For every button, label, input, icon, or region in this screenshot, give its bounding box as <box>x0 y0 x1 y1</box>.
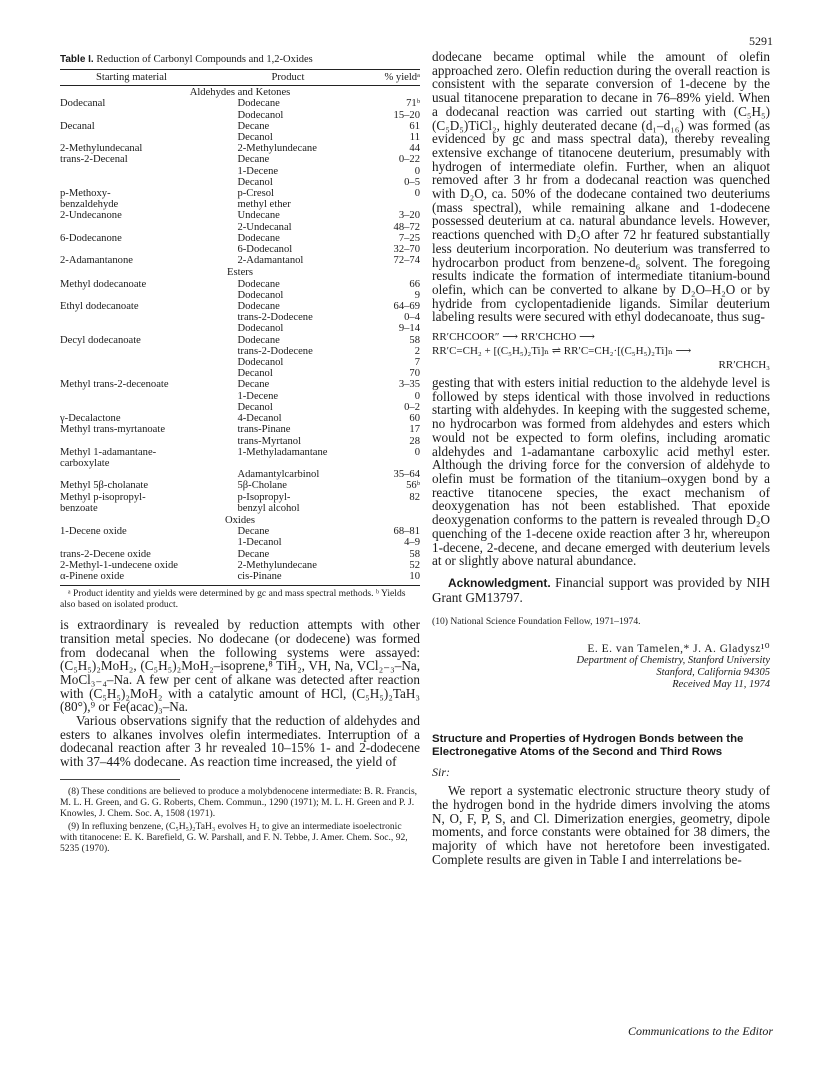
starting-material-cell: Ethyl dodecanoate <box>60 301 139 313</box>
starting-material-cell: trans-2-Decene oxide <box>60 548 151 560</box>
right-column <box>432 50 770 867</box>
starting-material-cell: γ-Decalactone <box>60 413 121 425</box>
product-cell: 6-Dodecanol <box>237 244 293 256</box>
product-cell: trans-2-Dodecene <box>237 312 313 324</box>
starting-material-cell <box>60 469 227 480</box>
starting-material-cell <box>60 323 227 334</box>
table-row <box>60 469 420 480</box>
table-row <box>60 503 420 514</box>
yield-cell: 35–64 <box>393 469 420 481</box>
starting-material-cell <box>60 222 227 233</box>
left-paragraph-2: Various observations signify that the reduction of aldehydes and esters to alkanes involves olefin intermediates. Interruption of a dodecanal reaction after 3 hr revealed 10–15% 1- and 2-dodecene with 37–44% dodecane. As reaction time increased, the yield of <box>60 713 420 770</box>
product-cell: Decane <box>237 526 270 538</box>
product-cell: 4-Decanol <box>237 413 282 425</box>
yield-cell: 0 <box>414 165 420 177</box>
product-cell: Decane <box>237 120 270 132</box>
yield-cell: 0 <box>414 390 420 402</box>
table-row <box>60 98 420 109</box>
starting-material-cell: Decanal <box>60 120 95 132</box>
yield-cell: 44 <box>409 143 420 155</box>
yield-cell: 15–20 <box>393 109 420 121</box>
yield-cell <box>369 503 420 514</box>
starting-material-cell: Methyl trans-myrtanoate <box>60 424 166 436</box>
starting-material-cell: 6-Dodecanone <box>60 232 122 244</box>
yield-cell: 58 <box>409 548 420 560</box>
starting-material-cell: Methyl 5β-cholanate <box>60 480 149 492</box>
table-row <box>60 379 420 390</box>
product-cell: 2-Adamantanol <box>237 255 304 267</box>
product-cell: 2-Undecanal <box>237 221 292 233</box>
ack-text: Financial support was provided by NIH Grant GM13797. <box>432 574 770 605</box>
product-cell: Adamantylcarbinol <box>237 469 320 481</box>
starting-material-cell: 1-Decene oxide <box>60 526 127 538</box>
table-row <box>60 413 420 424</box>
product-cell: Dodecane <box>237 334 280 346</box>
yield-cell: 56ᵇ <box>406 480 420 492</box>
reduction-table <box>60 69 420 586</box>
product-cell: 1-Decanol <box>237 537 282 549</box>
starting-material-cell <box>60 368 227 379</box>
affiliation-2: Stanford, California 94305 <box>656 667 770 679</box>
product-cell: Decane <box>237 379 270 391</box>
salutation: Sir: <box>432 765 450 780</box>
yield-cell: 4–9 <box>404 537 420 549</box>
starting-material-cell: carboxylate <box>60 457 110 469</box>
yield-cell: 52 <box>409 559 420 571</box>
article-title: Structure and Properties of Hydrogen Bonds between the Electronegative Atoms of the Second and Third Rows <box>432 733 744 759</box>
product-cell: Dodecane <box>237 301 280 313</box>
starting-material-cell: trans-2-Decenal <box>60 154 128 166</box>
yield-cell: 28 <box>409 435 420 447</box>
starting-material-cell <box>60 290 227 301</box>
footnote-9: (9) In refluxing benzene, (C₅H₅)₂TaH₃ evolves H₂ to give an intermediate isoelectronic with titanocene: E. K. Barefield, G. W. Parshall, and F. N. Tebbe, J. Amer. Chem. Soc., 92, 5235 (1970). <box>60 820 408 854</box>
table-row <box>60 458 420 469</box>
table-row <box>60 323 420 334</box>
ack-label: Acknowledgment. <box>448 575 551 590</box>
yield-cell: 0–22 <box>398 154 420 166</box>
starting-material-cell: Methyl trans-2-decenoate <box>60 379 169 391</box>
product-cell: 2-Methylundecane <box>237 559 317 571</box>
received-date: Received May 11, 1974 <box>672 679 770 691</box>
equation-line-1: RR′CHCOOR″ ⟶ RR′CHCHO ⟶ <box>432 331 595 344</box>
table-row <box>60 492 420 503</box>
yield-cell: 0 <box>414 188 420 200</box>
footnote-8: (8) These conditions are believed to produce a molybdenocene intermediate: B. R. Francis, M. L. H. Green, and G. G. Roberts, Chem. Commun., 1290 (1971); M. L. H. Green and P. J. Knowles, J. Chem. Soc. A, 1508 (1971). <box>60 785 418 819</box>
table-row <box>60 279 420 290</box>
product-cell: trans-Myrtanol <box>237 435 302 447</box>
section-title: Aldehydes and Ketones <box>189 87 291 99</box>
section-title: Esters <box>227 267 253 279</box>
yield-cell: 9 <box>414 289 420 301</box>
table-row <box>60 312 420 323</box>
product-cell <box>227 458 369 469</box>
yield-cell: 9–14 <box>398 323 420 335</box>
table-row <box>60 424 420 435</box>
yield-cell: 32–70 <box>393 244 420 256</box>
starting-material-cell <box>60 244 227 255</box>
table-row <box>60 436 420 447</box>
starting-material-cell <box>60 166 227 177</box>
product-cell: Dodecanol <box>237 109 284 121</box>
equation-line-2: RR′C=CH₂ + [(C₅H₅)₂Ti]ₙ ⇌ RR′C=CH₂·[(C₅H₅)₂Ti]ₙ ⟶ <box>432 345 692 358</box>
yield-cell: 3–35 <box>398 379 420 391</box>
header-yield: % yieldᵃ <box>369 70 420 86</box>
table-row <box>60 290 420 301</box>
yield-cell: 0–4 <box>404 312 420 324</box>
table-title: Reduction of Carbonyl Compounds and 1,2-Oxides <box>96 54 313 65</box>
table-section-title <box>60 514 420 526</box>
product-cell: Dodecane <box>237 278 280 290</box>
starting-material-cell <box>60 357 227 368</box>
table-header-row <box>60 70 420 86</box>
yield-cell: 7 <box>414 357 420 369</box>
yield-cell: 60 <box>409 413 420 425</box>
table-row <box>60 210 420 221</box>
product-cell: 2-Methylundecane <box>237 143 317 155</box>
right-paragraph-1: dodecane became optimal while the amount of olefin approached zero. Olefin reduction during the overall reaction is consistent with the separate conversion of 1-decene by the usual titanocene preparation to decane in 76–89% yield. When a dodecanal reaction was carried out starting with (C₅H₅)(C₅D₅)TiCl₂, highly deuterated decane (d₁–d₁₆) was formed (as evidenced by gc and mass spectral data), thereby revealing extensive exchange of titanocene deuterium, presumably with hydrogen of intermediate olefin. Further, when an aliquot removed after 3 hr from a dodecanal reaction was quenched with D₂O, ca. 50% of the dodecane contained two deuteriums (mass spectral), while remaining alkane and 1-dodecene possessed deuterium at ca. natural abundance levels. However, reactions quenched with D₂O after 72 hr featured substantially less deuterium incorporation. No deuterium was transferred to hydrocarbon product from benzene-d₆ solvent. The foregoing results indicate the formation of intermediate titanium-bound olefin, which can be converted to alkane by D₂O–H₂O or by hydride from cyclopentadienide ligands. Similar deuterium labeling results were secured with ethyl dodecanoate, thus sug- <box>432 49 770 325</box>
starting-material-cell: Decyl dodecanoate <box>60 334 141 346</box>
table-row <box>60 143 420 154</box>
table-row <box>60 560 420 571</box>
yield-cell: 58 <box>409 334 420 346</box>
yield-cell: 66 <box>409 278 420 290</box>
yield-cell: 17 <box>409 424 420 436</box>
yield-cell: 72–74 <box>393 255 420 267</box>
product-cell: p-Isopropyl- <box>237 491 291 503</box>
table-footnote: ᵃ Product identity and yields were determined by gc and mass spectral methods. ᵇ Yields also based on isolated product. <box>60 588 406 611</box>
yield-cell: 70 <box>409 368 420 380</box>
reaction-scheme <box>432 330 770 372</box>
table-row <box>60 233 420 244</box>
table-row <box>60 402 420 413</box>
footnote-divider <box>60 779 180 780</box>
table-row <box>60 537 420 548</box>
yield-cell: 11 <box>409 132 420 144</box>
left-paragraph-1: is extraordinary is revealed by reduction attempts with other transition metal species. No dodecane (or dodecene) was formed from dodecanal when the following systems were assayed: (C₅H₅)₂MoH₂, (C₅H₅)₂MoH₂–isoprene,⁸ TiH₂, VH, Na, VCl₂₋₃–Na, MoCl₃₋₄–Na. A few per cent of alkane was detected after reaction with (C₅H₅)₂MoH₂ with a catalytic amount of HCl, (C₅H₅)₂TaH₃ (80°),⁹ or Fe(acac)₃–Na. <box>60 617 420 715</box>
product-cell: methyl ether <box>237 199 291 211</box>
table-row <box>60 480 420 491</box>
table-row <box>60 571 420 586</box>
starting-material-cell <box>60 177 227 188</box>
table-row <box>60 391 420 402</box>
starting-material-cell <box>60 436 227 447</box>
product-cell: benzyl alcohol <box>237 502 300 514</box>
yield-cell: 61 <box>409 120 420 132</box>
right-paragraph-2: gesting that with esters initial reduction to the aldehyde level is followed by steps identical with those involved in reductions starting with aldehydes. In keeping with the suggested scheme, no hydrocarbon was formed from aldehydes and esters which would not be expected to form olefins, including aromatic aldehydes and 1-adamantane carboxylic acid methyl ester. Although the driving force for the conversion of aldehyde to olefin must be formation of the titanium–oxygen bond by a reactive titanocene species, the exact mechanism of deoxygenation has not been established. That epoxide deoxygenation conforms to the pattern is revealed through D₂O quenching of the 1-decene oxide reaction after 3 hr, whereupon 1-decene, 2-decene, and decane emerged with deuterium levels at or slightly above natural abundance. <box>432 375 770 569</box>
table-row <box>60 346 420 357</box>
table-label: Table I. <box>60 54 94 65</box>
equation-line-3: RR′CHCH₃ <box>718 359 770 372</box>
yield-cell: 0–5 <box>404 176 420 188</box>
starting-material-cell: benzaldehyde <box>60 199 119 211</box>
page-footer: Communications to the Editor <box>628 1024 773 1038</box>
table-row <box>60 244 420 255</box>
starting-material-cell <box>60 537 227 548</box>
starting-material-cell <box>60 402 227 413</box>
product-cell: Dodecanol <box>237 323 284 335</box>
yield-cell: 7–25 <box>398 232 420 244</box>
starting-material-cell: Methyl 1-adamantane- <box>60 446 157 458</box>
yield-cell: 64–69 <box>393 301 420 313</box>
starting-material-cell: 2-Methyl-1-undecene oxide <box>60 559 178 571</box>
reference-10: (10) National Science Foundation Fellow, 1971–1974. <box>432 616 641 628</box>
table-section-title <box>60 86 420 99</box>
page-number: 5291 <box>749 34 773 48</box>
product-cell: trans-2-Dodecene <box>237 345 313 357</box>
yield-cell: 71ᵇ <box>406 98 420 110</box>
yield-cell: 0 <box>414 446 420 458</box>
yield-cell: 48–72 <box>393 221 420 233</box>
product-cell: 1-Decene <box>237 390 279 402</box>
product-cell: 5β-Cholane <box>237 480 288 492</box>
product-cell: p-Cresol <box>237 188 274 200</box>
table-row <box>60 447 420 458</box>
product-cell: Dodecanol <box>237 289 284 301</box>
product-cell: cis-Pinane <box>227 571 369 586</box>
starting-material-cell: 2-Undecanone <box>60 210 122 222</box>
table-row <box>60 132 420 143</box>
yield-cell: 0–2 <box>404 401 420 413</box>
table-row <box>60 357 420 368</box>
acknowledgment <box>432 576 770 604</box>
starting-material-cell: Methyl dodecanoate <box>60 278 147 290</box>
starting-material-cell <box>60 110 227 121</box>
right-paragraph-3: We report a systematic electronic structure theory study of the hydrogen bond in the hydride dimers involving the atoms N, O, F, P, S, and Cl. Dimerization energies, geometry, dipole moments, and force constants were obtained for 38 dimers, the majority of which have not heretofore been investigated. Complete results are given in Table I and interrelations be- <box>432 783 770 867</box>
table-row <box>60 368 420 379</box>
starting-material-cell: 2-Methylundecanal <box>60 143 143 155</box>
table-row <box>60 526 420 537</box>
table-row <box>60 335 420 346</box>
table-row <box>60 110 420 121</box>
table-caption <box>60 54 420 65</box>
product-cell: Dodecane <box>237 98 280 110</box>
starting-material-cell: α-Pinene oxide <box>60 571 227 586</box>
table-row <box>60 166 420 177</box>
header-starting: Starting material <box>60 70 227 86</box>
starting-material-cell: p-Methoxy- <box>60 188 111 200</box>
starting-material-cell <box>60 391 227 402</box>
table-section-title <box>60 266 420 278</box>
table-row <box>60 301 420 312</box>
product-cell: Dodecanol <box>237 357 284 369</box>
yield-cell <box>369 458 420 469</box>
starting-material-cell <box>60 312 227 323</box>
yield-cell <box>369 199 420 210</box>
affiliation-1: Department of Chemistry, Stanford University <box>576 655 770 667</box>
starting-material-cell: 2-Adamantanone <box>60 255 133 267</box>
starting-material-cell <box>60 346 227 357</box>
product-cell: Decane <box>237 548 270 560</box>
header-product: Product <box>227 70 369 86</box>
product-cell: Decanol <box>237 368 273 380</box>
left-column <box>60 50 420 854</box>
table-row <box>60 549 420 560</box>
product-cell: 1-Decene <box>237 165 279 177</box>
product-cell: Dodecane <box>237 232 280 244</box>
yield-cell: 68–81 <box>393 526 420 538</box>
table-row <box>60 121 420 132</box>
starting-material-cell <box>60 132 227 143</box>
starting-material-cell: Methyl p-isopropyl- <box>60 491 146 503</box>
yield-cell: 82 <box>409 491 420 503</box>
table-row <box>60 177 420 188</box>
table-row <box>60 199 420 210</box>
yield-cell: 3–20 <box>398 210 420 222</box>
product-cell: Decane <box>237 154 270 166</box>
table-row <box>60 222 420 233</box>
product-cell: 1-Methyladamantane <box>237 446 328 458</box>
yield-cell: 10 <box>369 571 420 586</box>
product-cell: Decanol <box>237 176 273 188</box>
product-cell: Decanol <box>237 132 273 144</box>
section-title: Oxides <box>224 514 255 526</box>
product-cell: Undecane <box>237 210 280 222</box>
starting-material-cell: Dodecanal <box>60 98 106 110</box>
yield-cell: 2 <box>414 345 420 357</box>
authors: E. E. van Tamelen,* J. A. Gladysz¹⁰ <box>587 643 770 656</box>
table-row <box>60 154 420 165</box>
starting-material-cell: benzoate <box>60 502 98 514</box>
table-row <box>60 188 420 199</box>
table-row <box>60 255 420 266</box>
product-cell: Decanol <box>237 401 273 413</box>
product-cell: trans-Pinane <box>237 424 291 436</box>
